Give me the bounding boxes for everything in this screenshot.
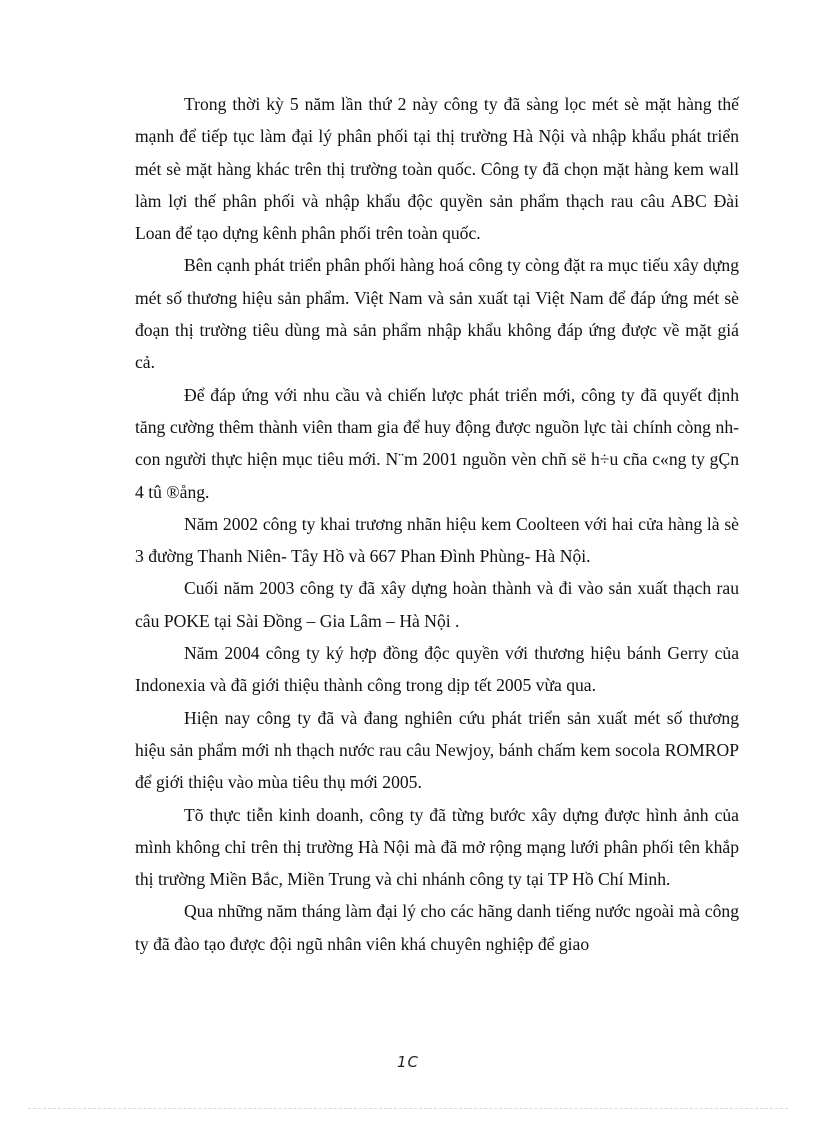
paragraph: Để đáp ứng với nhu cầu và chiến lược phát triển mới, công ty đã quyết định tăng cường thêm thành viên tham gia để huy động được nguồn lực tài chính còng nh con người thực hiện mục tiêu mới. N¨m 2001 nguồn vèn chñ së h÷u cña c«ng ty gÇn 4 tû ®ång. (135, 384, 739, 502)
body-text (135, 88, 739, 960)
paragraph: Trong thời kỳ 5 năm lần thứ 2 này công ty đã sàng lọc mét sè mặt hàng thế mạnh để tiếp tục làm đại lý phân phối tại thị trường Hà Nội và nhập khẩu phát triển mét sè mặt hàng khác trên thị trường toàn quốc. Công ty đã chọn mặt hàng kem wall làm lợi thế phân phối và nhập khẩu độc quyền sản phẩm thạch rau câu ABC Đài Loan để tạo dựng kênh phân phối trên toàn quốc. (135, 94, 739, 244)
paragraph: Năm 2004 công ty ký hợp đồng độc quyền với thương hiệu bánh Gerry của Indonexia và đã giới thiệu thành công trong dịp tết 2005 vừa qua. (135, 643, 739, 696)
paragraph: Cuối năm 2003 công ty đã xây dựng hoàn thành và đi vào sản xuất thạch rau câu POKE tại Sài Đồng – Gia Lâm – Hà Nội . (135, 578, 739, 631)
page-number: 1C (396, 1053, 420, 1071)
paragraph: Tõ thực tiễn kinh doanh, công ty đã từng bước xây dựng được hình ảnh của mình không chỉ trên thị trường Hà Nội mà đã mở rộng mạng lưới phân phối tên khắp thị trường Miền Bắc, Miền Trung và chi nhánh công ty tại TP Hồ Chí Minh. (135, 804, 739, 890)
paragraph: Qua những năm tháng làm đại lý cho các hãng danh tiếng nước ngoài mà công ty đã đào tạo được đội ngũ nhân viên khá chuyên nghiệp để giao (135, 901, 739, 954)
paragraph: Năm 2002 công ty khai trương nhãn hiệu kem Coolteen với hai cửa hàng là sè 3 đường Thanh Niên- Tây Hồ và 667 Phan Đình Phùng- Hà Nội. (135, 513, 739, 567)
paragraph: Bên cạnh phát triển phân phối hàng hoá công ty còng đặt ra mục tiếu xây dựng mét số thương hiệu sản phẩm. Việt Nam và sản xuất tại Việt Nam để đáp ứng mét sè đoạn thị trường tiêu dùng mà sản phẩm nhập khẩu không đáp ứng được về mặt giá cả. (135, 255, 739, 373)
page-divider (28, 1108, 788, 1109)
paragraph: Hiện nay công ty đã và đang nghiên cứu phát triển sản xuất mét số thương hiệu sản phẩm mới nh thạch nước rau câu Newjoy, bánh chấm kem socola ROMROP để giới thiệu vào mùa tiêu thụ mới 2005. (135, 707, 739, 793)
